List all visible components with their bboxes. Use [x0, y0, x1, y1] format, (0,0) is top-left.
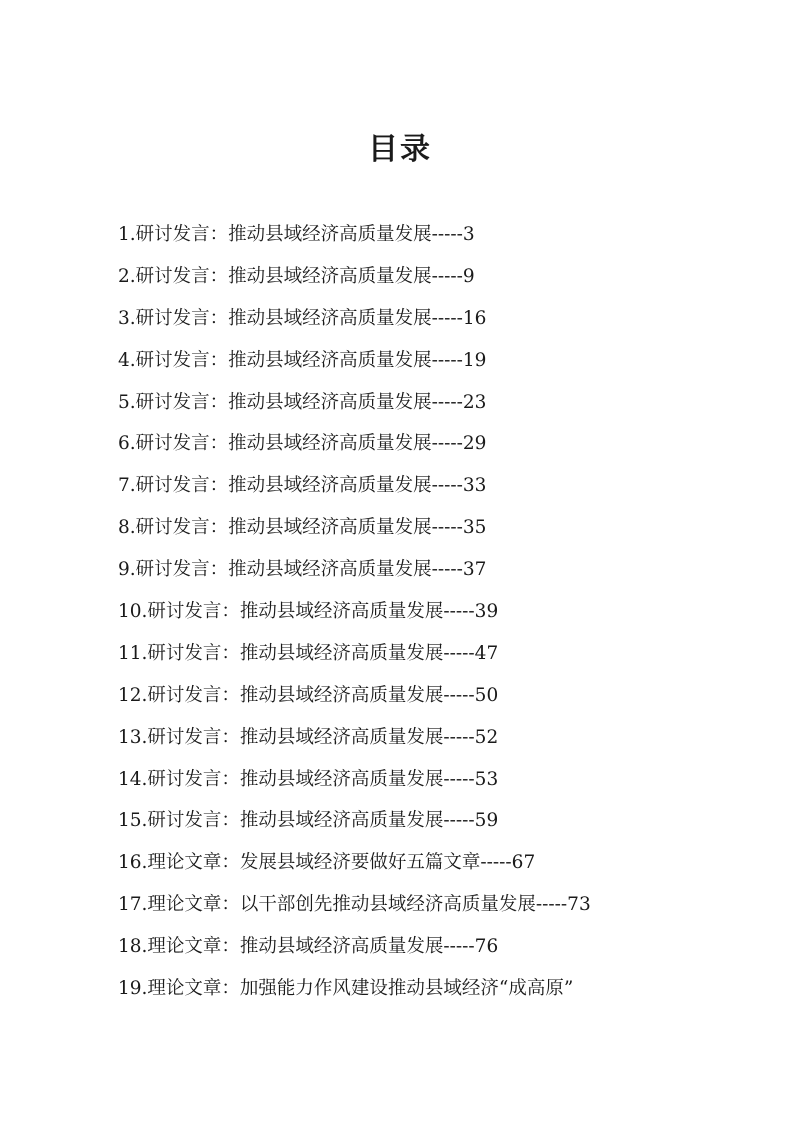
- toc-entry: 19.理论文章：加强能力作风建设推动县域经济“成高原”: [118, 978, 574, 1000]
- toc-entry: 9.研讨发言：推动县域经济高质量发展-----37: [118, 559, 487, 581]
- toc-entry: 15.研讨发言：推动县域经济高质量发展-----59: [118, 810, 499, 832]
- toc-entry: 12.研讨发言：推动县域经济高质量发展-----50: [118, 684, 499, 706]
- toc-entry: 7.研讨发言：推动县域经济高质量发展-----33: [118, 475, 487, 497]
- toc-entry: 3.研讨发言：推动县域经济高质量发展-----16: [118, 307, 487, 329]
- toc-entry: 2.研讨发言：推动县域经济高质量发展-----9: [118, 265, 475, 287]
- toc-entry: 14.研讨发言：推动县域经济高质量发展-----53: [118, 768, 499, 790]
- toc-entry: 11.研讨发言：推动县域经济高质量发展-----47: [118, 642, 499, 664]
- table-of-contents: [118, 218, 758, 1014]
- toc-entry: 13.研讨发言：推动县域经济高质量发展-----52: [118, 726, 499, 748]
- toc-entry: 10.研讨发言：推动县域经济高质量发展-----39: [118, 601, 499, 623]
- toc-entry: 16.理论文章：发展县域经济要做好五篇文章-----67: [118, 852, 536, 874]
- toc-entry: 18.理论文章：推动县域经济高质量发展-----76: [118, 936, 499, 958]
- toc-entry: 6.研讨发言：推动县域经济高质量发展-----29: [118, 433, 487, 455]
- toc-entry: 8.研讨发言：推动县域经济高质量发展-----35: [118, 517, 487, 539]
- toc-entry: 5.研讨发言：推动县域经济高质量发展-----23: [118, 391, 487, 413]
- toc-entry: 17.理论文章：以干部创先推动县域经济高质量发展-----73: [118, 894, 591, 916]
- page-title: 目录: [368, 132, 432, 167]
- toc-entry: 4.研讨发言：推动县域经济高质量发展-----19: [118, 349, 487, 371]
- toc-entry: 1.研讨发言：推动县域经济高质量发展-----3: [118, 224, 475, 245]
